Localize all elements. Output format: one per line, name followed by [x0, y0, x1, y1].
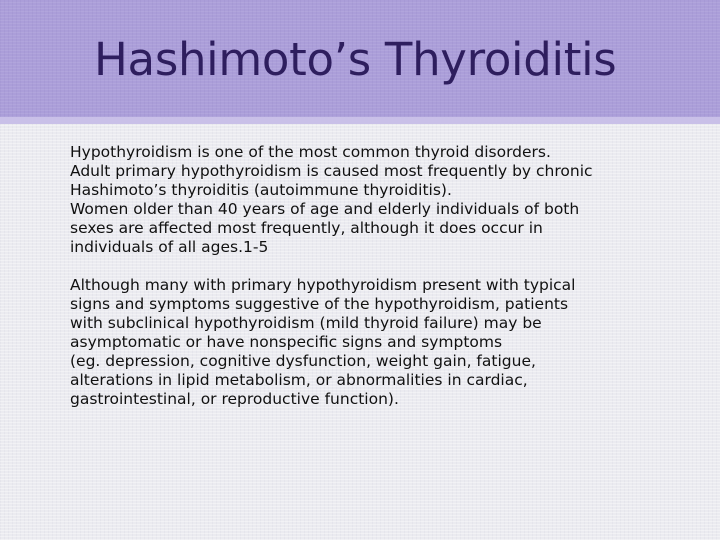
paragraph-2-line: (eg. depression, cognitive dysfunction, weight gain, fatigue,: [70, 352, 536, 370]
slide-title: Hashimoto’s Thyroiditis: [94, 33, 617, 86]
paragraph-2-line: Although many with primary hypothyroidism present with typical: [70, 276, 576, 294]
paragraph-2-line: gastrointestinal, or reproductive function).: [70, 390, 399, 408]
paragraph-spacer: [70, 257, 670, 276]
paragraph-1-line: Hashimoto’s thyroiditis (autoimmune thyroiditis).: [70, 181, 452, 199]
title-accent-stripe: [0, 117, 720, 124]
title-bar: [0, 0, 720, 117]
paragraph-2-line: alterations in lipid metabolism, or abnormalities in cardiac,: [70, 371, 528, 389]
paragraph-1-line: sexes are affected most frequently, although it does occur in: [70, 219, 543, 237]
slide-body: [70, 143, 670, 409]
paragraph-2-line: with subclinical hypothyroidism (mild thyroid failure) may be: [70, 314, 542, 332]
paragraph-1-line: Women older than 40 years of age and elderly individuals of both: [70, 200, 580, 218]
paragraph-2: [70, 276, 670, 409]
paragraph-1-line: individuals of all ages.1-5: [70, 238, 269, 256]
paragraph-1-line: Adult primary hypothyroidism is caused most frequently by chronic: [70, 162, 593, 180]
paragraph-1-line: Hypothyroidism is one of the most common thyroid disorders.: [70, 143, 551, 161]
paragraph-1: [70, 143, 670, 257]
paragraph-2-line: signs and symptoms suggestive of the hypothyroidism, patients: [70, 295, 569, 313]
paragraph-2-line: asymptomatic or have nonspecific signs and symptoms: [70, 333, 503, 351]
